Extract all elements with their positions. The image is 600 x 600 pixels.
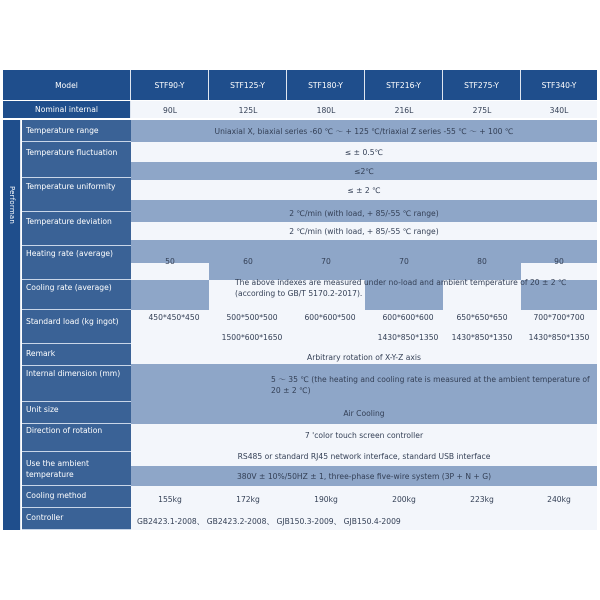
nominal-value-4: 216L	[394, 106, 414, 115]
load-value-1: 450*450*450	[148, 313, 200, 322]
value-rate-85b: 2 ℃/min (with load, + 85/-55 ℃ range)	[289, 226, 439, 236]
heating-value-3: 70	[321, 257, 331, 266]
label-use-ambient-temperature: Use the ambient temperature	[22, 452, 131, 486]
value-fluctuation: ≤ ± 0.5℃	[344, 147, 384, 157]
dimension-value-2: 1430*850*1350	[377, 333, 439, 342]
performance-side-text: Performan	[8, 186, 16, 225]
label-unit-size: Unit size	[22, 402, 131, 424]
nominal-value-2: 125L	[238, 106, 258, 115]
header-model-3: STF180-Y	[287, 70, 365, 100]
nominal-value-1: 90L	[163, 106, 177, 115]
nominal-value-3: 180L	[316, 106, 336, 115]
value-standards: GB2423.1-2008、 GB2423.2-2008、 GJB150.3-2009、 GJB150.4-2009	[137, 517, 401, 526]
value-interface: RS485 or standard RJ45 network interface, standard USB interface	[237, 451, 491, 461]
label-cooling-rate: Cooling rate (average)	[22, 280, 131, 310]
value-indexes-note: The above indexes are measured under no-load and ambient temperature of 20 ± 2 ℃ (according to GB/T 5170.2-2017).	[235, 278, 567, 298]
label-cooling-method: Cooling method	[22, 486, 131, 508]
heating-value-2: 60	[243, 257, 253, 266]
label-standard-load: Standard load (kg ingot)	[22, 310, 131, 344]
value-power: 380V ± 10%/50HZ ± 1, three-phase five-wire system (3P + N + G)	[236, 471, 492, 481]
weight-value-1: 155kg	[158, 495, 182, 504]
weight-value-5: 223kg	[470, 495, 494, 504]
performance-side-label	[3, 120, 21, 530]
spec-table	[3, 70, 597, 530]
load-value-4: 600*600*600	[382, 313, 434, 322]
header-model-1: STF90-Y	[131, 70, 209, 100]
weight-value-2: 172kg	[236, 495, 260, 504]
value-temperature-range: Uniaxial X, biaxial series -60 ℃ ～ + 125 ℃/triaxial Z series -55 ℃ ～ + 100 ℃	[214, 126, 514, 136]
value-le2: ≤2℃	[354, 166, 374, 176]
label-direction-of-rotation: Direction of rotation	[22, 424, 131, 452]
label-heating-rate: Heating rate (average)	[22, 246, 131, 280]
heating-value-4: 70	[399, 257, 409, 266]
label-temperature-range: Temperature range	[22, 120, 131, 142]
weight-value-6: 240kg	[547, 495, 571, 504]
dimension-value-1: 1500*600*1650	[221, 333, 283, 342]
weight-value-3: 190kg	[314, 495, 338, 504]
load-value-6: 700*700*700	[533, 313, 585, 322]
value-touch-screen: 7 'color touch screen controller	[304, 430, 424, 440]
nominal-value-6: 340L	[549, 106, 569, 115]
weight-value-4: 200kg	[392, 495, 416, 504]
value-rate-85: 2 ℃/min (with load, + 85/-55 ℃ range)	[289, 208, 439, 218]
heating-value-1: 50	[165, 257, 175, 266]
label-temperature-deviation: Temperature deviation	[22, 212, 131, 246]
label-temperature-fluctuation: Temperature fluctuation	[22, 142, 131, 178]
label-internal-dimension: Internal dimension (mm)	[22, 366, 131, 402]
load-value-2: 500*500*500	[226, 313, 278, 322]
header-model-2: STF125-Y	[209, 70, 287, 100]
value-air-cooling: Air Cooling	[343, 408, 385, 418]
nominal-value-5: 275L	[472, 106, 492, 115]
load-value-5: 650*650*650	[456, 313, 508, 322]
header-model: Model	[3, 70, 131, 100]
value-remark: Arbitrary rotation of X-Y-Z axis	[307, 352, 421, 362]
header-model-6: STF340-Y	[521, 70, 597, 100]
dimension-value-3: 1430*850*1350	[451, 333, 513, 342]
label-temperature-uniformity: Temperature uniformity	[22, 178, 131, 212]
value-ambient-note: 5 ～ 35 ℃ (the heating and cooling rate is measured at the ambient temperature of 20 ± 2 ℃)	[271, 375, 590, 395]
label-nominal-internal: Nominal internal	[3, 101, 131, 118]
header-model-4: STF216-Y	[365, 70, 443, 100]
load-value-3: 600*600*500	[304, 313, 356, 322]
dimension-value-4: 1430*850*1350	[528, 333, 590, 342]
value-le-pm2: ≤ ± 2 ℃	[347, 185, 381, 195]
heating-value-6: 90	[554, 257, 564, 266]
header-model-5: STF275-Y	[443, 70, 521, 100]
label-controller: Controller	[22, 508, 131, 530]
heating-value-5: 80	[477, 257, 487, 266]
label-remark: Remark	[22, 344, 131, 366]
